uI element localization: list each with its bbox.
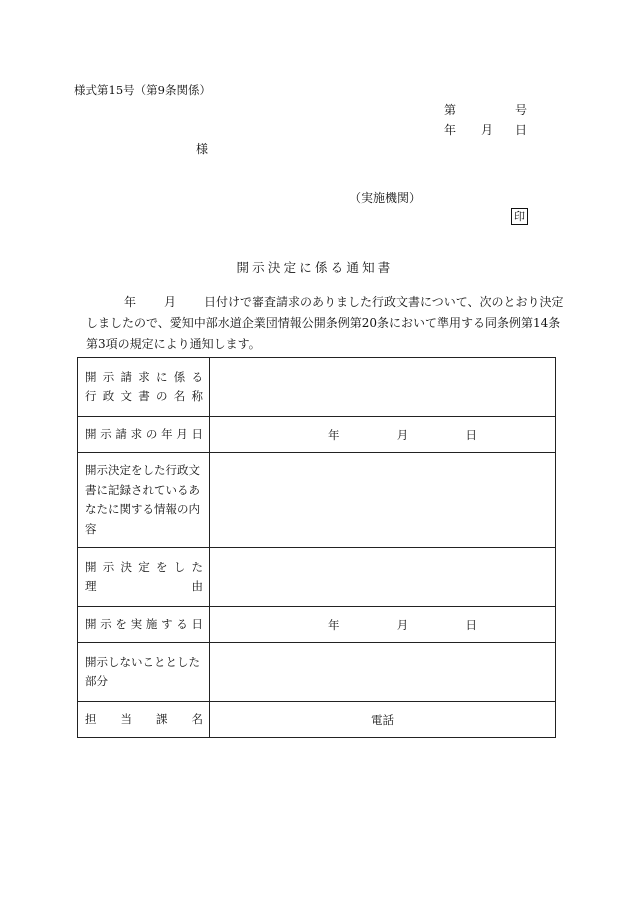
request-date-month: 月 [396,427,409,442]
disclosure-date-year: 年 [328,617,340,632]
agency-label: （実施機関） [349,191,422,205]
label-document-name: 開示請求に係る 行政文書の名称 [78,358,210,417]
table-row-decision-reason [78,548,556,607]
value-undisclosed-part[interactable] [210,643,556,702]
table-row-document-name [78,358,556,417]
label-request-date: 開示請求の年月日 [78,417,210,453]
request-date-day: 日 [465,427,477,442]
body-line-2: しましたので、愛知中部水道企業団情報公開条例第20条において準用する同条例第14条 [86,316,561,330]
body-month: 月 [164,295,177,309]
disclosure-date-month: 月 [396,617,409,632]
doc-number-suffix: 号 [515,103,528,117]
disclosure-date-day: 日 [465,617,477,632]
table-row-request-date [78,417,556,453]
body-line-3: 第3項の規定により通知します。 [86,337,261,351]
issue-date-year: 年 [444,123,457,137]
table-row-disclosure-date [78,607,556,643]
request-date-year: 年 [328,427,340,442]
table-row-information-content [78,453,556,548]
label-disclosure-date: 開示を実施する日 [78,607,210,643]
document-title: 開示決定に係る通知書 [236,260,394,275]
value-document-name[interactable] [210,358,556,417]
issue-date-day: 日 [515,123,528,137]
issue-date-month: 月 [481,123,494,137]
body-line-1-text: 日付けで審査請求のありました行政文書について、次のとおり決定 [204,295,564,309]
label-information-content: 開示決定をした行政文書に記録されているあなたに関する情報の内容 [78,453,210,548]
body-line-1 [74,292,564,313]
notice-table [77,357,556,738]
table-row-department [78,702,556,738]
doc-number-prefix: 第 [444,103,457,117]
value-request-date[interactable] [210,417,556,453]
body-year: 年 [124,295,137,309]
addressee-suffix: 様 [196,142,209,156]
phone-label: 電話 [371,712,394,727]
seal-mark: 印 [511,208,528,225]
form-label: 様式第15号（第9条関係） [74,83,211,97]
value-department-phone[interactable] [210,702,556,738]
label-department: 担当課名 [78,702,210,738]
label-decision-reason: 開示決定をした 理 由 [78,548,210,607]
value-disclosure-date[interactable] [210,607,556,643]
table-row-undisclosed-part [78,643,556,702]
body-paragraph [74,292,564,355]
label-undisclosed-part: 開示しないこととした部分 [78,643,210,702]
value-decision-reason[interactable] [210,548,556,607]
value-information-content[interactable] [210,453,556,548]
